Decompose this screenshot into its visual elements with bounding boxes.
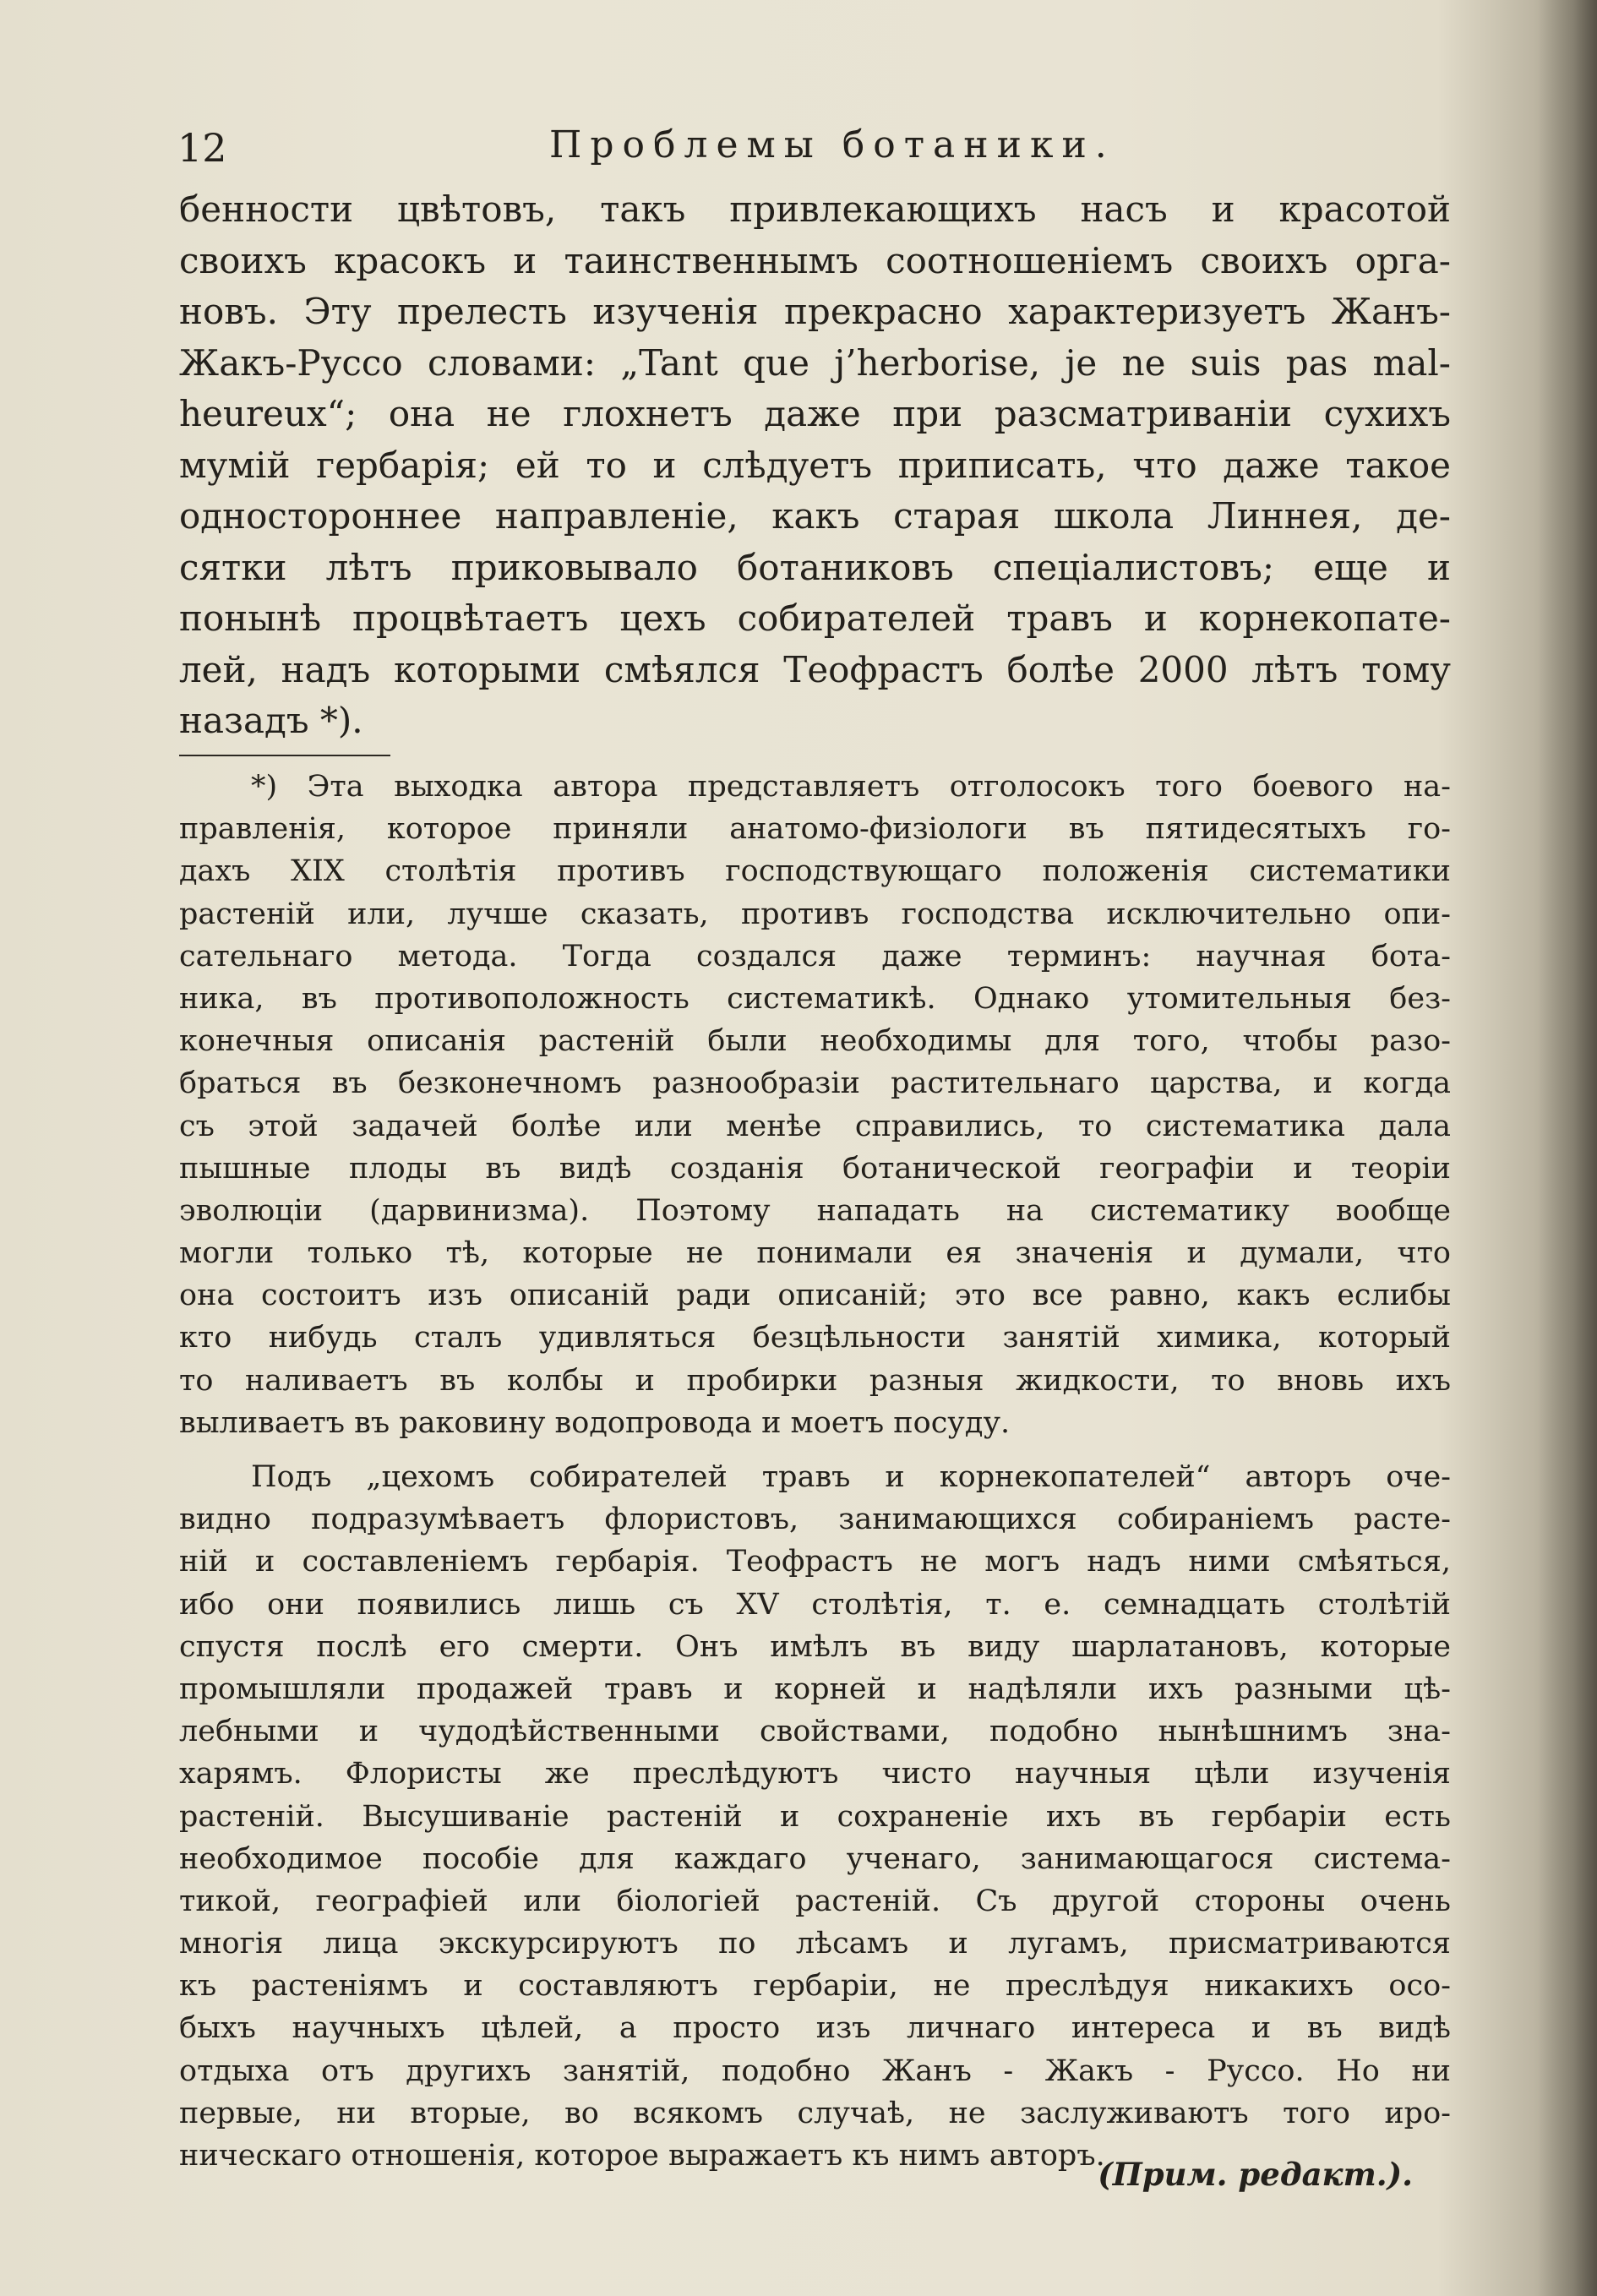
footnote-line: ній и составленіемъ гербарія. Теофрастъ не могъ надъ ними смѣяться, xyxy=(179,1545,1451,1579)
footnote-line: браться въ безконечномъ разнообразіи растительнаго царства, и когда xyxy=(179,1066,1451,1101)
footnote-line: быхъ научныхъ цѣлей, а просто изъ личнаго интереса и въ видѣ xyxy=(179,2011,1451,2046)
footnote-line: эволюціи (дарвинизма). Поэтому нападать на систематику вообще xyxy=(179,1193,1451,1228)
main-text-line: понынѣ процвѣтаетъ цехъ собирателей травъ и корнекопате- xyxy=(179,597,1451,639)
footnote-line: отдыха отъ другихъ занятій, подобно Жанъ - Жакъ - Руссо. Но ни xyxy=(179,2053,1451,2088)
main-text-line: назадъ *). xyxy=(179,700,363,741)
footnote-line: спустя послѣ его смерти. Онъ имѣлъ въ виду шарлатановъ, которые xyxy=(179,1629,1451,1664)
main-text-line: своихъ красокъ и таинственнымъ соотношеніемъ своихъ орга- xyxy=(179,239,1451,281)
running-title: Проблемы ботаники. xyxy=(549,123,1115,166)
footnote-signature: (Прим. редакт.). xyxy=(1098,2156,1413,2193)
footnote-line: дахъ XIX столѣтія противъ господствующаго положенія систематики xyxy=(179,854,1451,889)
footnote-line: многія лица экскурсируютъ по лѣсамъ и лугамъ, присматриваются xyxy=(179,1927,1451,1961)
footnote-line: выливаетъ въ раковину водопровода и моетъ посуду. xyxy=(179,1405,1011,1440)
main-text xyxy=(179,184,1451,747)
footnote-line: ническаго отношенія, которое выражаетъ къ нимъ авторъ. xyxy=(179,2139,1105,2173)
footnote-line: Подъ „цехомъ собирателей травъ и корнекопателей“ авторъ оче- xyxy=(251,1460,1451,1494)
footnote-line: первые, ни вторые, во всякомъ случаѣ, не заслуживаютъ того иро- xyxy=(179,2096,1451,2130)
footnote-line: харямъ. Флористы же преслѣдуютъ чисто научныя цѣли изученія xyxy=(179,1757,1451,1792)
footnote-line: ника, въ противоположность систематикѣ. Однако утомительныя без- xyxy=(179,981,1451,1016)
footnote-line: то наливаетъ въ колбы и пробирки разныя жидкости, то вновь ихъ xyxy=(179,1363,1451,1398)
main-text-line: одностороннее направленіе, какъ старая школа Линнея, де- xyxy=(179,495,1451,537)
footnote-line: лебными и чудодѣйственными свойствами, подобно нынѣшнимъ зна- xyxy=(179,1715,1451,1749)
footnote-line: пышные плоды въ видѣ созданія ботанической географіи и теоріи xyxy=(179,1151,1451,1186)
footnote-line: промышляли продажей травъ и корней и надѣляли ихъ разными цѣ- xyxy=(179,1672,1451,1706)
footnote-line: могли только тѣ, которые не понимали ея значенія и думали, что xyxy=(179,1236,1451,1271)
page-header xyxy=(177,118,1453,177)
footnote-line: растеній или, лучше сказать, противъ господства исключительно опи- xyxy=(179,897,1451,931)
footnote-line: тикой, географіей или біологіей растеній. Съ другой стороны очень xyxy=(179,1884,1451,1918)
footnote-line: къ растеніямъ и составляютъ гербаріи, не преслѣдуя никакихъ осо- xyxy=(179,1969,1451,2004)
page-binding-shadow xyxy=(1538,0,1597,2296)
main-text-line: лей, надъ которыми смѣялся Теофрастъ болѣе 2000 лѣтъ тому xyxy=(179,648,1451,690)
main-text-line: мумій гербарія; ей то и слѣдуетъ приписать, что даже такое xyxy=(179,444,1451,486)
footnote-line: растеній. Высушиваніе растеній и сохраненіе ихъ въ гербаріи есть xyxy=(179,1799,1451,1834)
main-text-line: Жакъ-Руссо словами: „Tant que j’herborise, je ne suis pas mal- xyxy=(179,341,1451,384)
footnote-line: видно подразумѣваетъ флористовъ, занимающихся собираніемъ расте- xyxy=(179,1502,1451,1537)
footnote-line: съ этой задачей болѣе или менѣе справились, то систематика дала xyxy=(179,1109,1451,1143)
main-text-line: бенности цвѣтовъ, такъ привлекающихъ насъ и красотой xyxy=(179,188,1451,230)
footnote-line: кто нибудь сталъ удивляться безцѣльности занятій химика, который xyxy=(179,1321,1451,1355)
footnote-line: она состоитъ изъ описаній ради описаній; это все равно, какъ еслибы xyxy=(179,1279,1451,1313)
footnote-line: *) Эта выходка автора представляетъ отголосокъ того боевого на- xyxy=(251,770,1451,804)
footnote-line: сательнаго метода. Тогда создался даже терминъ: научная бота- xyxy=(179,939,1451,973)
footnote xyxy=(179,766,1451,2177)
footnote-line: правленія, которое приняли анатомо-физіологи въ пятидесятыхъ го- xyxy=(179,812,1451,847)
main-text-line: heureux“; она не глохнетъ даже при разсматриваніи сухихъ xyxy=(179,393,1451,434)
footnote-line: необходимое пособіе для каждаго ученаго, занимающагося система- xyxy=(179,1841,1451,1876)
main-text-line: сятки лѣтъ приковывало ботаниковъ спеціалистовъ; еще и xyxy=(179,546,1451,588)
footnote-divider xyxy=(179,755,390,756)
footnote-line: ибо они появились лишь съ XV столѣтія, т. е. семнадцать столѣтій xyxy=(179,1587,1451,1622)
footnote-line: конечныя описанія растеній были необходимы для того, чтобы разо- xyxy=(179,1024,1451,1059)
page-number: 12 xyxy=(177,125,227,171)
main-text-line: новъ. Эту прелесть изученія прекрасно характеризуетъ Жанъ- xyxy=(179,291,1451,332)
